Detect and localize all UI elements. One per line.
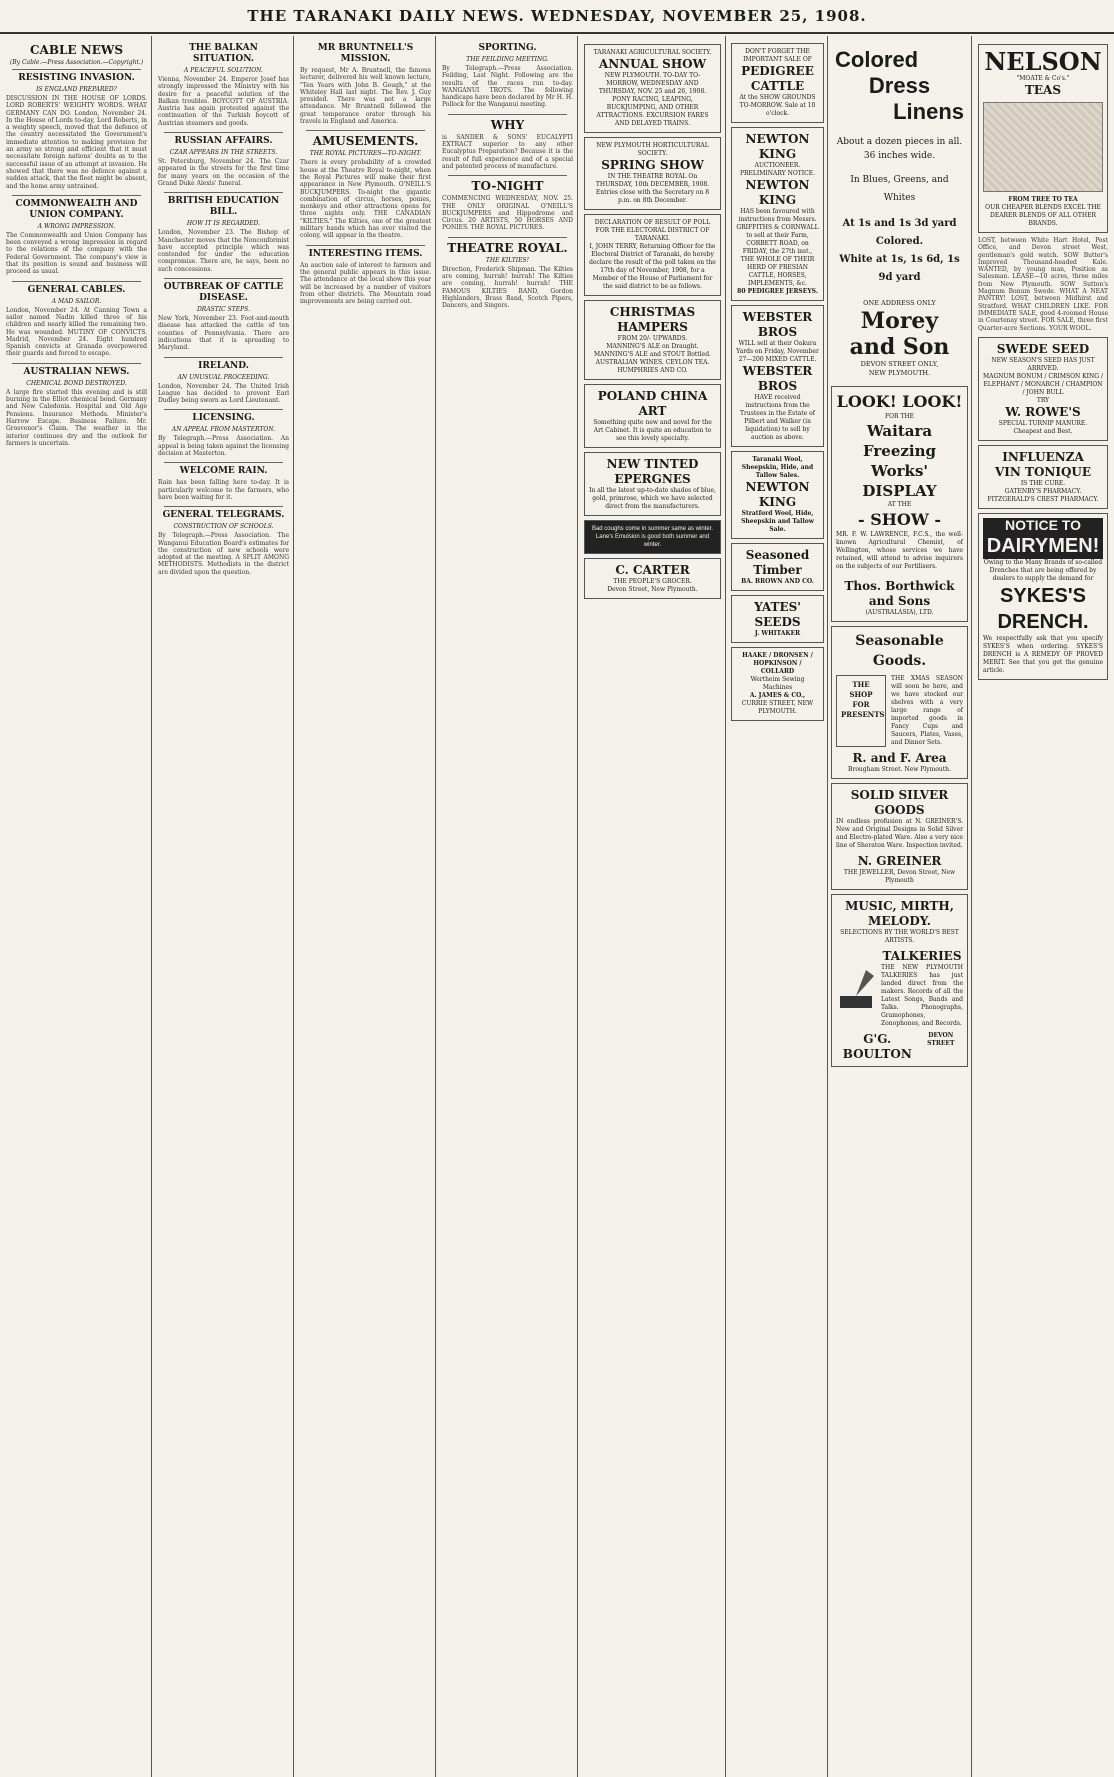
classifieds: LOST, between White Hart Hotel, Post Office, and Devon street West, gentleman's gold watch. SOW Butter's Improved Thousand-headed Kale. WANTED, by young man, Position as Salesman. LEASE—10 acres, three miles from New Plymouth. SOW Sutton's Magnum Bonum Swede. WHAT A NEAT PANTRY! LOST, between Midhirst and Stratford. WHAT CHILDREN LIKE. FOR IMMEDIATE SALE, good 4-roomed House in Courtenay street. FOR SALE, three first Quarter-acre Sections. YOUR WOOL.: [978, 237, 1108, 332]
article-body: London, November 24. At Canning Town a sailor named Nadin killed three of his children and nearly killed the remaining two. He was wounded. MUTINY OF CONVICTS. Madrid, November 24. Eight hundred Spanish convicts at Granada overpowered their guards and forced to escape.: [6, 306, 147, 358]
article-heading: COMMONWEALTH AND UNION COMPANY.: [15, 198, 138, 220]
article-heading: GENERAL TELEGRAMS.: [162, 510, 285, 521]
article-heading: GENERAL CABLES.: [27, 284, 126, 295]
advert-borthwick: Thos. Borthwick and Sons: [844, 579, 955, 608]
advert-sub: AUCTIONEER.: [754, 162, 801, 169]
advert-waitara-title: Waitara Freezing Works': [863, 422, 936, 480]
article-sub: DRASTIC STEPS.: [197, 306, 250, 314]
display-adverts: [828, 36, 971, 1777]
advert-colored: Colored: [835, 47, 919, 72]
advert-area-address: Brougham Street. New Plymouth.: [848, 766, 951, 773]
advert-title: NEWTON KING: [745, 132, 810, 161]
advert: [442, 118, 573, 170]
advert-price-white: White at 1s, 1s 6d, 1s 9d yard: [839, 254, 960, 283]
advert-title: SPRING SHOW: [601, 158, 704, 172]
article-body: Rain has been falling here to-day. It is particularly welcome to the farmers, who have been waiting for it.: [158, 479, 289, 501]
advert-newton-king: [731, 127, 824, 301]
article-heading: LICENSING.: [192, 413, 255, 424]
divider: [12, 363, 141, 364]
advert-title: PEDIGREE CATTLE: [741, 64, 814, 93]
newspaper-page: [0, 36, 1114, 1777]
article-heading: TO-NIGHT: [471, 179, 544, 194]
advert-heading: TARANAKI AGRICULTURAL SOCIETY.: [593, 49, 712, 56]
advert-waitara: [831, 386, 968, 622]
article-heading: THEATRE ROYAL.: [447, 240, 568, 255]
advert-sub: THE PEOPLE'S GROCER.: [613, 578, 692, 585]
advert-pedigree-cattle: [731, 43, 824, 123]
article-body: The Commonwealth and Union Company has been conveyed a wrong impression in regard to the relations of the company with the Federal Government. The company's view is that its position is sound and business will proceed as usual.: [6, 231, 147, 276]
advert-title: WEBSTER BROS: [742, 310, 813, 339]
article-sub: THE ROYAL PICTURES—TO-NIGHT.: [309, 150, 422, 158]
advert-sub: NEW PLYMOUTH HORTICULTURAL SOCIETY.: [596, 142, 709, 157]
column-bruntnell: [296, 36, 436, 1777]
phonograph-icon: [836, 966, 876, 1012]
advert-title: HAAKE / DRONSEN / HOPKINSON / COLLARD: [742, 652, 813, 675]
divider: [164, 357, 283, 358]
article-sub: THE FEILDING MEETING.: [466, 56, 549, 63]
advert-morey-town: NEW PLYMOUTH.: [868, 369, 931, 377]
advert-post: At the SHOW GROUNDS TO-MORROW. Sale at 10 o'clock.: [739, 94, 816, 117]
advert-pre: DON'T FORGET THE IMPORTANT SALE OF: [743, 48, 812, 63]
advert-solid: SOLID SILVER GOODS: [850, 788, 949, 817]
advert-try: TRY: [1036, 396, 1050, 404]
advert-nelson: NELSON: [984, 47, 1102, 76]
advert-title: NEW TINTED EPERGNES: [606, 457, 699, 486]
advert-xmas: THE XMAS SEASON will soon be here, and we have stocked our shelves with a very large range of imported goods in Fancy Cups and Saucers, Plates, Vases, and Dinner Sets.: [891, 675, 963, 746]
adverts-split: [728, 36, 971, 1777]
article-body: London, November 23. The Bishop of Manchester moves that the Nonconformist have accepted principle which was contended for under the education compromise. There are, he says, been no such concessions.: [158, 229, 289, 273]
advert-poll: [584, 214, 721, 296]
advert-jersey: 80 PEDIGREE JERSEYS.: [737, 288, 818, 295]
advert: [442, 241, 573, 310]
advert-drench: DRENCH.: [997, 610, 1089, 633]
advert-title: A. JAMES & CO.,: [749, 692, 806, 699]
advert-swede: SWEDE SEED: [996, 341, 1090, 356]
article-body: is SANDER & SONS' EUCALYPTI EXTRACT superior to any other Eucalyptus Preparation? Because it is the result of full experience and of a special and patented process of manufacture.: [442, 133, 573, 170]
advert-address: CURRIE STREET, NEW PLYMOUTH.: [741, 700, 814, 715]
article-body: By Telegraph.—Press Association. Feilding, Last Night. Following are the results of the races run to-day. WANGANUI TROTS. The following handicaps have been declared by Mr H. H. Pollock for the Wanganui meeting.: [442, 65, 573, 109]
advert-rowe-sub: SPECIAL TURNIP MANURE.: [998, 419, 1088, 427]
article-sub: A MAD SAILOR.: [51, 297, 102, 305]
divider: [448, 114, 567, 115]
advert-talkeries-text: [881, 949, 963, 1028]
advert-solid-body: IN endless profusion at N. GREINER'S. New and Original Designs in Solid Silver and Electro-plated Ware. Also a very nice line of Sheraton Ware. Inspection invited.: [836, 818, 963, 849]
advert-talkeries: [831, 894, 968, 1067]
column-show-adverts: [580, 36, 726, 1777]
article: [158, 413, 289, 457]
article-sub: HOW IT IS REGARDED.: [186, 220, 261, 228]
advert-sykes-drench: [978, 513, 1108, 680]
advert-lanes-emulsion: [584, 520, 721, 554]
advert-greiner-sub: THE JEWELLER, Devon Street, New Plymouth: [843, 869, 956, 884]
article-heading: MR BRUNTNELL'S MISSION.: [317, 43, 414, 64]
article-heading: RESISTING INVASION.: [18, 73, 135, 83]
advert-title: Seasoned Timber: [745, 548, 810, 577]
article-heading: INTERESTING ITEMS.: [308, 248, 423, 259]
advert-body: MANNING'S ALE on Draught. MANNING'S ALE and STOUT Bottled. AUSTRALIAN WINES. CEYLON TEA. HUMPHRIES AND CO.: [594, 343, 711, 374]
column-cable-news: [2, 36, 152, 1777]
article: [6, 199, 147, 276]
section-sub: (By Cable.—Press Association.—Copyright.): [9, 59, 144, 66]
advert-wool-sales: [731, 451, 824, 539]
advert-spring-show: [584, 137, 721, 210]
advert-title: C. CARTER: [615, 563, 690, 577]
advert-vin-sub: IS THE CURE.: [1020, 479, 1066, 487]
advert-title: YATES' SEEDS: [754, 600, 801, 629]
divider: [164, 409, 283, 410]
advert-boulton: G'G. BOULTON: [842, 1032, 912, 1061]
article-body: A large fire started this evening and is still burning in the Elliot chemical bond. Germany and New Caledonia. Hospital and Old Age Pensions. Insurance Methods. Minister's Harrow Escape. Business Failure. Mr. Grosvenor's Claim. The weather in the interior continues dry and the outlook for farmers is uncertain.: [6, 388, 147, 447]
advert-talkeries-row: [836, 949, 963, 1028]
divider: [164, 506, 283, 507]
advert-price-colored: At 1s and 1s 3d yard Colored.: [842, 218, 957, 247]
article-heading: OUTBREAK OF CATTLE DISEASE.: [163, 282, 284, 304]
tea-picker-illustration: [983, 102, 1103, 192]
article-body: DISCUSSION IN THE HOUSE OF LORDS. LORD ROBERTS' WEIGHTY WORDS. WHAT GERMANY CAN DO. London, November 24. In the House of Lords to-day, Lord Roberts, in a weighty speech, moved that the defence of the country necessitated the Government's immediate attention to making provision for an army so strong and efficient that it must necessitate foreign nations' doubts as to the successful issue of an attempt at invasion. He showed that there was no defence against a sudden attack, that the fleet might be absent, and the home army untrained.: [6, 95, 147, 190]
advert-poland-china: [584, 384, 721, 448]
article-heading: THE BALKAN SITUATION.: [189, 43, 258, 64]
article-heading: WHY: [490, 117, 525, 132]
article-body: COMMENCING WEDNESDAY, NOV. 25. THE ONLY ORIGINAL O'NEILL'S BUCKJUMPERS and Hippodrome and Circus. 20 ARTISTS, 50 HORSES AND PONIES. THE ROYAL PICTURES.: [442, 195, 573, 232]
advert-yates: [731, 595, 824, 643]
advert-title: NEWTON KING: [745, 178, 810, 207]
advert-address: Devon Street, New Plymouth.: [607, 586, 698, 593]
advert-display: DISPLAY: [862, 482, 937, 500]
divider: [448, 237, 567, 238]
divider: [164, 278, 283, 279]
column-sporting: [438, 36, 578, 1777]
article: [300, 43, 431, 125]
advert-from-tree: FROM TREE TO TEA: [1008, 196, 1078, 203]
divider: [12, 281, 141, 282]
article: [158, 43, 289, 127]
advert-fitzgerald: FITZGERALD'S CREST PHARMACY.: [987, 495, 1099, 503]
advert-sykes-body: We respectfully ask that you specify SYKES'S when ordering. SYKES'S DRENCH is A REMEDY OF PROVED MERIT. See that you get the genuine article.: [983, 634, 1103, 674]
advert-body: Wertheim Sewing Machines: [750, 676, 805, 691]
article: [158, 466, 289, 501]
advert-title: CHRISTMAS HAMPERS: [609, 305, 696, 334]
article: [158, 136, 289, 187]
advert-hampers: [584, 300, 721, 380]
advert-talkeries-title: TALKERIES: [882, 949, 962, 963]
article-heading: IRELAND.: [198, 360, 249, 371]
article-sub: CHEMICAL BOND DESTROYED.: [26, 379, 127, 387]
divider: [12, 69, 141, 70]
advert-carter: [584, 558, 721, 599]
article-body: An auction sale of interest to farmers and the general public appears in this issue. The attendance at the local show this year will be increased by a number of visitors from other districts. The Mountain road improvements are being carried out.: [300, 261, 431, 306]
article: [158, 510, 289, 576]
advert-title: Stratford Wool, Hide, Sheepskin and Tallow Sale.: [741, 510, 814, 533]
section-heading: CABLE NEWS: [29, 43, 124, 57]
advert-one-address: ONE ADDRESS ONLY: [863, 299, 936, 307]
article: [158, 282, 289, 351]
article-sub: AN UNUSUAL PROCEEDING.: [177, 373, 270, 381]
article-sub: IS ENGLAND PREPARED?: [36, 86, 117, 93]
advert-title: WEBSTER BROS: [742, 364, 813, 393]
divider: [164, 132, 283, 133]
article: [6, 285, 147, 358]
advert-shades: In Blues, Greens, and Whites: [850, 175, 949, 203]
article: [300, 134, 431, 239]
advert-dress: Dress: [868, 73, 931, 98]
masthead-title: THE TARANAKI DAILY NEWS. WEDNESDAY, NOVEMBER 25, 1908.: [247, 7, 867, 25]
advert-greiner-name: N. GREINER: [857, 854, 942, 868]
advert-pianos: [731, 647, 824, 721]
advert-show: - SHOW -: [858, 510, 941, 529]
article-body: By request, Mr A. Bruntnell, the famous lecturer, delivered his well known lecture, "Ten Years with John B. Gough," at the Whiteley Hall last night. The Rev. J. Guy presided. There was not a large attendance. Mr Bruntnell followed the great temperance orator through his travels in England and America.: [300, 67, 431, 126]
advert-timber: [731, 543, 824, 591]
article: [6, 73, 147, 190]
advert-boulton-row: [836, 1032, 963, 1062]
advert-width: 36 inches wide.: [863, 151, 936, 161]
advert-notice: PRELIMINARY NOTICE.: [739, 170, 815, 177]
advert-vin: VIN TONIQUE: [994, 464, 1092, 479]
column-balkan: [154, 36, 294, 1777]
article-body: New York, November 23. Foot-and-mouth disease has attacked the cattle of ten counties of Pennsylvania. There are indications that it is spreading to Maryland.: [158, 315, 289, 352]
article-heading: AMUSEMENTS.: [312, 134, 419, 149]
advert-nelson-teas: [978, 44, 1108, 233]
column-main-adverts: [728, 36, 972, 1777]
advert-body: HAVE received instructions from the Trustees in the Estate of Pilbert and Walker (in liquidation) to sell by auction as above.: [740, 394, 815, 441]
advert-seasonable: [831, 626, 968, 779]
advert-lawrence: MR. F. W. LAWRENCE, F.C.S., the well-known Agricultural Chemist, of Wellington, whose services we have retained, will attend to advise inquirers on the subjects of our Fertilisers.: [836, 531, 963, 570]
advert-greiner: [831, 783, 968, 890]
advert-blend: OUR CHEAPER BLENDS EXCEL THE DEARER BLENDS OF ALL OTHER BRANDS.: [985, 204, 1101, 227]
divider: [448, 175, 567, 176]
advert-annual-show: [584, 44, 721, 133]
advert-body: NEW PLYMOUTH. TO-DAY TO-MORROW, WEDNESDAY AND THURSDAY, NOV. 25 and 26, 1908. PONY RACING, LEAPING, BUCKJUMPING, AND OTHER ATTRACTIONS. EXCURSION FARES AND DELAYED TRAINS.: [596, 72, 709, 127]
advert-moate: "MOATE & Co's.": [1016, 75, 1070, 82]
shop-box: THE SHOP FOR PRESENTS: [836, 675, 886, 747]
article-sub: CONSTRUCTION OF SCHOOLS.: [173, 523, 274, 531]
advert-look: LOOK! LOOK!: [836, 392, 963, 411]
column-right-adverts: [974, 36, 1112, 1777]
advert-morey-street: DEVON STREET ONLY,: [860, 360, 939, 368]
advert-swede-seed: [978, 337, 1108, 441]
article: [158, 361, 289, 405]
advert-title: ANNUAL SHOW: [598, 57, 707, 71]
article: [300, 249, 431, 306]
advert-swede-list: MAGNUM BONUM / CRIMSON KING / ELEPHANT / MONARCH / CHAMPION / JOHN BULL: [983, 372, 1103, 396]
article-heading: AUSTRALIAN NEWS.: [23, 366, 130, 377]
advert-body: BA. BROWN AND CO.: [741, 578, 814, 585]
article: [158, 196, 289, 273]
divider: [306, 130, 425, 131]
advert-body: J. WHITAKER: [754, 630, 801, 637]
advert-seasonable-title: Seasonable Goods.: [855, 633, 944, 669]
article-sub: CZAR APPEARS IN THE STREETS.: [169, 149, 278, 157]
advert-body: Bad coughs come in summer same as winter. Lane's Emulsion is good both summer and winter.: [591, 526, 714, 548]
advert-selections: SELECTIONS BY THE WORLD'S BEST ARTISTS.: [840, 929, 959, 944]
article-heading: RUSSIAN AFFAIRS.: [174, 136, 273, 147]
advert-teas: TEAS: [1024, 83, 1062, 97]
advert-dairymen: DAIRYMEN!: [983, 533, 1103, 559]
advert-body: IN THE THEATRE ROYAL On THURSDAY, 10th DECEMBER, 1908. Entries close with the Secretary on 8 p.m. on 8th December.: [595, 173, 710, 204]
article-heading: WELCOME RAIN.: [179, 466, 268, 477]
article-body: Direction, Frederick Shipman. The Kilties are coming, hurrah! hurrah! The Kilties are coming, hurrah! hurrah! THE FAMOUS KILTIES BAND, Gordon Highlanders, Brass Band, Scotch Pipers, Dancers, and Singers.: [442, 265, 573, 310]
advert-gatenby: GATENBY'S PHARMACY.: [1004, 487, 1082, 495]
article-sub: THE KILTIES!: [485, 256, 530, 264]
auction-strip: [728, 36, 828, 1777]
advert-webster: [731, 305, 824, 447]
advert-body: Something quite new and novel for the Art Cabinet. It is quite an education to see this lovely specialty.: [593, 419, 712, 442]
advert-epergnes: [584, 452, 721, 516]
article-heading: BRITISH EDUCATION BILL.: [167, 196, 280, 218]
masthead: [0, 0, 1114, 34]
advert-influenza: [978, 445, 1108, 509]
advert-morey: Morey and Son: [849, 308, 950, 360]
advert-notice: NOTICE TO: [983, 518, 1103, 533]
advert-body: WILL sell at their Oakura Yards on Friday, November 27—200 MIXED CATTLE.: [736, 340, 819, 363]
article-body: By Telegraph.—Press Association. An appeal is being taken against the licensing decision at Masterton.: [158, 435, 289, 458]
advert-body: In all the latest up-to-date shades of blue, gold, primrose, which we have selected direct from the manufacturers.: [589, 487, 716, 510]
advert-sub: FROM 20/- UPWARDS.: [617, 335, 688, 342]
article-heading: SPORTING.: [478, 43, 537, 53]
divider: [164, 192, 283, 193]
advert-title: Taranaki Wool, Sheepskin, Hide, and Tallow Sales.: [741, 456, 814, 479]
advert-seasonable-row: [836, 675, 963, 747]
advert-at-the: AT THE: [887, 501, 912, 508]
advert-sykes: SYKES'S: [1000, 584, 1086, 607]
article-body: Vienna, November 24. Emperor Josef has strongly impressed the Ministry with his desire for a peaceful solution of the Balkan troubles. BOYCOTT OF AUSTRIA. Austria has again protested against the continuation of the Turkish boycott of Austrian steamers and goods.: [158, 76, 289, 127]
advert-for-the: FOR THE: [884, 413, 915, 420]
article-body: London, November 24. The United Irish League has decided to prevent Earl Dudley being sworn as Lord Lieutenant.: [158, 382, 289, 405]
advert-body: I, JOHN TERRY, Returning Officer for the Electoral District of Taranaki, do hereby declare the result of the poll taken on the 17th day of November, 1908, for a Member of the House of Parliament for the said district to be as follows.: [589, 243, 716, 290]
advert-dozen: About a dozen pieces in all.: [836, 137, 963, 147]
article: [442, 43, 573, 109]
divider: [164, 462, 283, 463]
advert-music: MUSIC, MIRTH, MELODY.: [845, 899, 954, 928]
divider: [306, 245, 425, 246]
advert-title: POLAND CHINA ART: [597, 389, 708, 418]
advert-talkeries-body: THE NEW PLYMOUTH TALKERIES has just landed direct from the makers. Records of all the Latest Songs, Bands and Talks. Phonographs, Gramophones, Zonophones, and Records.: [881, 964, 963, 1027]
advert-rowe-sub2: Cheapest and Best.: [1013, 427, 1073, 435]
advert-area: R. and F. Area: [852, 751, 947, 765]
article-sub: AN APPEAL FROM MASTERTON.: [171, 426, 276, 434]
article-body: St. Petersburg, November 24. The Czar appeared in the streets for the first time for many years on the occasion of the Grand Duke Alexis' funeral.: [158, 158, 289, 187]
advert-body: HAS been favoured with instructions from Messrs. GRIFFITHS & CORNWALL to sell at their Farm, CORBETT ROAD, on FRIDAY, the 27th inst., THE WHOLE OF THEIR HERD OF FRESIAN CATTLE, HORSES, IMPLEMENTS, &c.: [736, 208, 819, 287]
article-body: By Telegraph.—Press Association. The Wanganui Education Board's estimates for the construction of new schools were adopted at the meeting. A SPLIT AMONG METHODISTS. Methodists in the district are divided upon the question.: [158, 532, 289, 576]
advert-rowe: W. ROWE'S: [1005, 404, 1081, 419]
advert: [442, 179, 573, 231]
advert-dress-linens: [831, 43, 968, 382]
advert-influenza-title: INFLUENZA: [1002, 449, 1084, 464]
article-sub: A WRONG IMPRESSION.: [37, 222, 116, 230]
advert-title: NEWTON KING: [745, 480, 810, 509]
advert-boulton-address: DEVON STREET: [927, 1032, 955, 1047]
article-sub: A PEACEFUL SOLUTION.: [184, 67, 263, 74]
advert-borthwick-sub: (AUSTRALASIA), LTD.: [865, 609, 934, 616]
article-body: There is every probability of a crowded house at the Theatre Royal to-night, when the Royal Pictures will make their first appearance in New Plymouth. O'NEILL'S BUCKJUMPERS. To-night the gigantic combination of circus, horses, ponies, monkeys and other attractions opens for three nights only. THE CANADIAN "KILTIES." The Kilties, one of the greatest military bands which has ever visited the colony, will appear in the theatre.: [300, 159, 431, 240]
advert-dairy-body: Owing to the Many Brands of so-called Drenches that are being offered by dealers to supply the demand for: [983, 558, 1103, 582]
advert-swede-sub: NEW SEASON'S SEED HAS JUST ARRIVED.: [991, 356, 1095, 372]
advert-linens: Linens: [893, 99, 964, 124]
advert-heading: DECLARATION OF RESULT OF POLL FOR THE ELECTORAL DISTRICT OF TARANAKI.: [594, 219, 711, 242]
article: [6, 367, 147, 447]
divider: [12, 195, 141, 196]
